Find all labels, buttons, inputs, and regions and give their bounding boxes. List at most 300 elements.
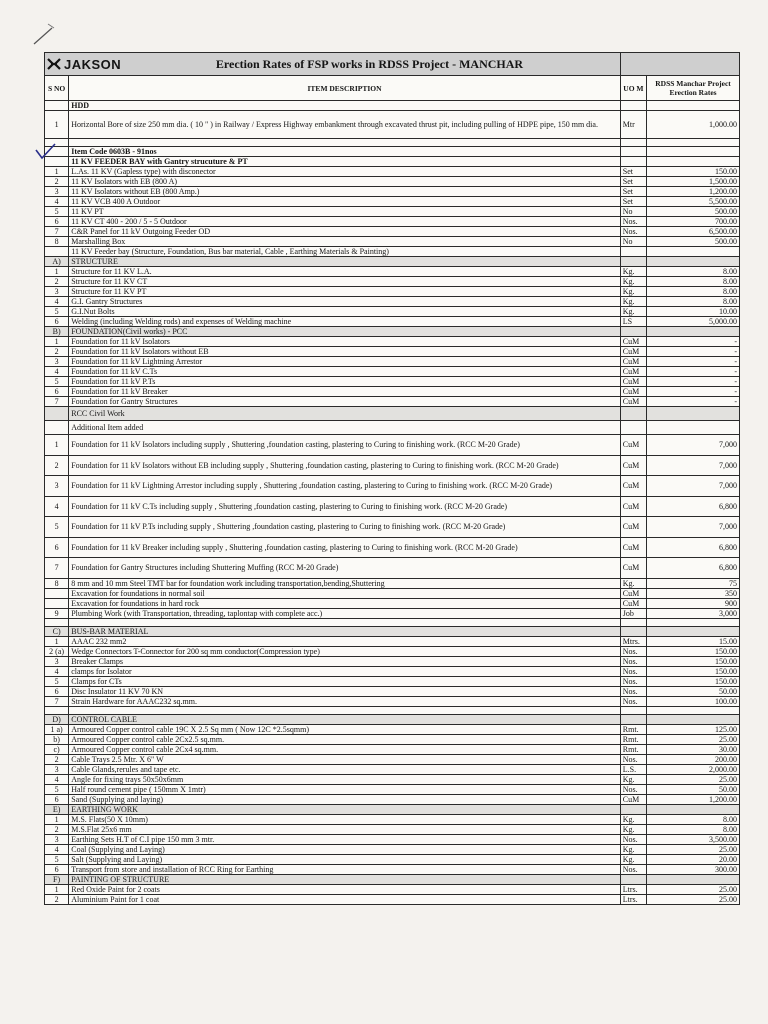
item-rate: 6,800 [647, 496, 740, 517]
item-uom: Nos. [620, 227, 646, 237]
control-item-row [45, 734, 740, 744]
item-rate: 125.00 [647, 724, 740, 734]
feeder-item-row [45, 217, 740, 227]
item-rate: - [647, 357, 740, 367]
rate-sheet-page [44, 52, 740, 905]
item-description: clamps for Isolator [69, 666, 621, 676]
item-sno: 3 [45, 476, 69, 497]
item-description: Disc Insulator 11 KV 70 KN [69, 686, 621, 696]
item-rate: 6,500.00 [647, 227, 740, 237]
sheet-title: Erection Rates of FSP works in RDSS Project - MANCHAR [215, 56, 524, 71]
additional-note-text: Additional Item added [69, 421, 621, 435]
erection-rates-table [44, 52, 740, 905]
item-uom: CuM [620, 598, 646, 608]
item-rate: 150.00 [647, 167, 740, 177]
item-sno: 7 [45, 696, 69, 706]
item-sno: 5 [45, 307, 69, 317]
item-uom: Kg. [620, 297, 646, 307]
section-title: FOUNDATION(Civil works) - PCC [69, 327, 621, 337]
item-description: Foundation for 11 kV Isolators without EB [69, 347, 621, 357]
item-rate: 1,500.00 [647, 177, 740, 187]
item-description: Sand (Supplying and laying) [69, 794, 621, 804]
item-uom: CuM [620, 476, 646, 497]
section-earthing [45, 804, 740, 814]
item-description: Foundation for 11 kV Isolators including supply , Shuttering ,foundation casting, plastering to Curing to finishing work. (RCC M-20 Grade) [69, 435, 621, 456]
item-uom: Nos. [620, 656, 646, 666]
item-description: 11 KV PT [69, 207, 621, 217]
item-rate: 150.00 [647, 656, 740, 666]
item-rate: 100.00 [647, 696, 740, 706]
item-rate: 15.00 [647, 636, 740, 646]
section-title: STRUCTURE [69, 257, 621, 267]
section-code: E) [45, 804, 69, 814]
control-item-row [45, 794, 740, 804]
foundation-item-row [45, 367, 740, 377]
feeder-item-row [45, 237, 740, 247]
item-sno: 2 [45, 455, 69, 476]
item-description: Foundation for 11 kV Lightning Arrestor [69, 357, 621, 367]
item-sno: 1 a) [45, 724, 69, 734]
section-title: EARTHING WORK [69, 804, 621, 814]
item-sno: 1 [45, 167, 69, 177]
item-description: Plumbing Work (with Transportation, threading, taplontap with complete acc.) [69, 608, 621, 618]
item-uom: CuM [620, 337, 646, 347]
item-sno: 2 [45, 824, 69, 834]
foundation-item-row [45, 347, 740, 357]
foundation-item-row [45, 337, 740, 347]
item-uom: Kg. [620, 844, 646, 854]
item-rate: 8.00 [647, 814, 740, 824]
item-description: G.I. Gantry Structures [69, 297, 621, 307]
item-description: 8 mm and 10 mm Steel TMT bar for foundation work including transportation,bending,Shuttering [69, 578, 621, 588]
foundation-item-row [45, 377, 740, 387]
item-uom: CuM [620, 588, 646, 598]
item-uom: Nos. [620, 864, 646, 874]
section-control [45, 714, 740, 724]
title-row [45, 53, 740, 76]
col-desc-header: ITEM DESCRIPTION [69, 76, 621, 101]
item-rate: 75 [647, 578, 740, 588]
item-rate: 7,000 [647, 517, 740, 538]
control-item-row [45, 744, 740, 754]
item-description: Transport from store and installation of RCC Ring for Earthing [69, 864, 621, 874]
section-painting [45, 874, 740, 884]
item-description: Structure for 11 KV L.A. [69, 267, 621, 277]
item-rate: 25.00 [647, 734, 740, 744]
item-uom: Kg. [620, 267, 646, 277]
item-rate: - [647, 397, 740, 407]
item-description: Foundation for 11 kV Breaker including supply , Shuttering ,foundation casting, plastering to Curing to finishing work. (RCC M-20 Grade) [69, 537, 621, 558]
structure-item-row [45, 297, 740, 307]
item-sno: 4 [45, 774, 69, 784]
item-rate: 1,200.00 [647, 187, 740, 197]
busbar-item-row [45, 676, 740, 686]
item-description: Cable Glands,rerules and tape etc. [69, 764, 621, 774]
item-description: Foundation for Gantry Structures [69, 397, 621, 407]
item-description: M.S.Flat 25x6 mm [69, 824, 621, 834]
item-rate: 700.00 [647, 217, 740, 227]
item-rate: - [647, 377, 740, 387]
steel-item-row [45, 608, 740, 618]
rcc-item-row [45, 558, 740, 579]
item-uom: CuM [620, 357, 646, 367]
logo-text: JAKSON [64, 56, 122, 72]
item-description: Angle for fixing trays 50x50x6mm [69, 774, 621, 784]
item-uom: CuM [620, 517, 646, 538]
item-description: Aluminium Paint for 1 coat [69, 894, 621, 904]
item-rate: - [647, 367, 740, 377]
control-item-row [45, 724, 740, 734]
control-item-row [45, 764, 740, 774]
item-rate: 10.00 [647, 307, 740, 317]
item-uom: CuM [620, 367, 646, 377]
steel-item-row [45, 588, 740, 598]
item-sno: 5 [45, 784, 69, 794]
hdd-label-row [45, 101, 740, 111]
item-sno: 9 [45, 608, 69, 618]
column-header-row [45, 76, 740, 101]
item-rate: 6,800 [647, 537, 740, 558]
item-rate: 50.00 [647, 686, 740, 696]
item-uom: No [620, 207, 646, 217]
earthing-item-row [45, 824, 740, 834]
item-rate: 5,500.00 [647, 197, 740, 207]
item-uom: Rmt. [620, 734, 646, 744]
item-uom: Kg. [620, 578, 646, 588]
item-sno: 4 [45, 197, 69, 207]
item-sno: 5 [45, 854, 69, 864]
item-description: 11 KV Isolators with EB (800 A) [69, 177, 621, 187]
item-code-row [45, 147, 740, 157]
item-sno: b) [45, 734, 69, 744]
item-uom: Job [620, 608, 646, 618]
section-code: F) [45, 874, 69, 884]
item-uom: Set [620, 187, 646, 197]
item-rate: 8.00 [647, 287, 740, 297]
item-sno: 6 [45, 317, 69, 327]
feeder-bay-note-text: 11 KV Feeder bay (Structure, Foundation, Bus bar material, Cable , Earthing Materials & Painting) [69, 247, 621, 257]
item-rate: - [647, 387, 740, 397]
item-description: Structure for 11 KV PT [69, 287, 621, 297]
item-description: Foundation for Gantry Structures including Shuttering Muffing (RCC M-20 Grade) [69, 558, 621, 579]
item-rate: 25.00 [647, 894, 740, 904]
item-rate: 25.00 [647, 774, 740, 784]
item-uom: Nos. [620, 696, 646, 706]
item-sno: 4 [45, 367, 69, 377]
item-rate: 300.00 [647, 864, 740, 874]
item-description: AAAC 232 mm2 [69, 636, 621, 646]
item-description: Marshalling Box [69, 237, 621, 247]
item-rate: 7,000 [647, 455, 740, 476]
item-sno: 1 [45, 435, 69, 456]
structure-item-row [45, 267, 740, 277]
item-sno: 7 [45, 227, 69, 237]
item-uom: Nos. [620, 217, 646, 227]
feeder-item-row [45, 167, 740, 177]
item-sno: 3 [45, 834, 69, 844]
item-uom: CuM [620, 377, 646, 387]
additional-note [45, 421, 740, 435]
item-uom: Kg. [620, 854, 646, 864]
item-uom: Kg. [620, 814, 646, 824]
item-rate: 150.00 [647, 666, 740, 676]
feeder-item-row [45, 187, 740, 197]
item-description: Half round cement pipe ( 150mm X 1mtr) [69, 784, 621, 794]
item-uom: CuM [620, 455, 646, 476]
section-foundation [45, 327, 740, 337]
item-uom: Ltrs. [620, 884, 646, 894]
item-description: Breaker Clamps [69, 656, 621, 666]
item-description: G.I.Nut Bolts [69, 307, 621, 317]
item-sno: 4 [45, 496, 69, 517]
control-item-row [45, 784, 740, 794]
item-uom: CuM [620, 397, 646, 407]
busbar-item-row [45, 636, 740, 646]
section-code: D) [45, 714, 69, 724]
item-sno: 8 [45, 237, 69, 247]
feeder-title: 11 KV FEEDER BAY with Gantry strucuture & PT [69, 157, 621, 167]
item-uom: Set [620, 167, 646, 177]
busbar-item-row [45, 666, 740, 676]
item-description: Foundation for 11 kV C.Ts [69, 367, 621, 377]
item-description: Foundation for 11 kV P.Ts including supply , Shuttering ,foundation casting, plastering to Curing to finishing work. (RCC M-20 Grade) [69, 517, 621, 538]
item-sno: 7 [45, 397, 69, 407]
item-uom: Nos. [620, 686, 646, 696]
control-item-row [45, 774, 740, 784]
item-uom: Nos. [620, 666, 646, 676]
earthing-item-row [45, 834, 740, 844]
item-description: Structure for 11 KV CT [69, 277, 621, 287]
item-sno: 1 [45, 267, 69, 277]
item-sno: 4 [45, 297, 69, 307]
item-rate: 8.00 [647, 267, 740, 277]
item-description: L.As. 11 KV (Gapless type) with disconector [69, 167, 621, 177]
item-sno [45, 588, 69, 598]
item-code: Item Code 0603B - 91nos [69, 147, 621, 157]
item-description: C&R Panel for 11 kV Outgoing Feeder OD [69, 227, 621, 237]
hdd-rate: 1,000.00 [647, 111, 740, 139]
spacer-row [45, 706, 740, 714]
item-uom: Set [620, 197, 646, 207]
item-rate: 7,000 [647, 476, 740, 497]
item-uom: Kg. [620, 774, 646, 784]
feeder-item-row [45, 197, 740, 207]
item-description: Cable Trays 2.5 Mtr. X 6" W [69, 754, 621, 764]
item-uom: Set [620, 177, 646, 187]
item-rate: 150.00 [647, 646, 740, 656]
item-sno: 2 (a) [45, 646, 69, 656]
item-sno: 6 [45, 686, 69, 696]
item-description: 11 KV VCB 400 A Outdoor [69, 197, 621, 207]
item-uom: Nos. [620, 676, 646, 686]
rcc-item-row [45, 496, 740, 517]
item-sno: 1 [45, 884, 69, 894]
item-uom: No [620, 237, 646, 247]
item-sno: 1 [45, 814, 69, 824]
item-rate: - [647, 337, 740, 347]
item-sno: 8 [45, 578, 69, 588]
section-busbar [45, 626, 740, 636]
item-sno: 6 [45, 794, 69, 804]
item-sno: 3 [45, 287, 69, 297]
item-rate: 3,000 [647, 608, 740, 618]
item-sno: 3 [45, 187, 69, 197]
structure-item-row [45, 287, 740, 297]
item-uom: Rmt. [620, 724, 646, 734]
rcc-item-row [45, 517, 740, 538]
item-uom: CuM [620, 794, 646, 804]
feeder-item-row [45, 177, 740, 187]
busbar-item-row [45, 696, 740, 706]
item-rate: 2,000.00 [647, 764, 740, 774]
item-sno: 2 [45, 754, 69, 764]
item-description: Welding (including Welding rods) and expenses of Welding machine [69, 317, 621, 327]
rcc-item-row [45, 455, 740, 476]
hdd-label: HDD [69, 101, 621, 111]
item-rate: 500.00 [647, 207, 740, 217]
foundation-item-row [45, 387, 740, 397]
painting-item-row [45, 884, 740, 894]
item-uom: Ltrs. [620, 894, 646, 904]
item-description: 11 KV Isolators without EB (800 Amp.) [69, 187, 621, 197]
item-sno: 6 [45, 537, 69, 558]
item-sno: 6 [45, 387, 69, 397]
item-uom: Nos. [620, 754, 646, 764]
item-sno: 2 [45, 177, 69, 187]
item-uom: CuM [620, 558, 646, 579]
item-rate: 30.00 [647, 744, 740, 754]
item-description: Earthing Sets H.T of C.I pipe 150 mm 3 mtr. [69, 834, 621, 844]
foundation-item-row [45, 357, 740, 367]
item-uom: Kg. [620, 824, 646, 834]
jakson-logo [47, 58, 121, 70]
control-item-row [45, 754, 740, 764]
section-title: PAINTING OF STRUCTURE [69, 874, 621, 884]
section-title: BUS-BAR MATERIAL [69, 626, 621, 636]
item-rate: 7,000 [647, 435, 740, 456]
item-description: Armoured Copper control cable 19C X 2.5 Sq mm ( Now 12C *2.5sqmm) [69, 724, 621, 734]
item-description: Wedge Connectors T-Connector for 200 sq mm conductor(Compression type) [69, 646, 621, 656]
item-description: Excavation for foundations in normal soil [69, 588, 621, 598]
item-description: Excavation for foundations in hard rock [69, 598, 621, 608]
hdd-desc: Horizontal Bore of size 250 mm dia. ( 10 " ) in Railway / Express Highway embankment through excavated thrust pit, including pulling of HDPE pipe, 150 mm dia. [69, 111, 621, 139]
spacer-row [45, 618, 740, 626]
col-sno-header: S NO [45, 76, 69, 101]
section-code: B) [45, 327, 69, 337]
item-sno [45, 598, 69, 608]
checkmark-icon [34, 142, 56, 160]
structure-item-row [45, 317, 740, 327]
busbar-item-row [45, 646, 740, 656]
item-rate: 900 [647, 598, 740, 608]
item-description: Clamps for CTs [69, 676, 621, 686]
item-uom: CuM [620, 537, 646, 558]
item-uom: Nos. [620, 784, 646, 794]
item-sno: 2 [45, 277, 69, 287]
item-sno: 5 [45, 377, 69, 387]
item-description: Salt (Supplying and Laying) [69, 854, 621, 864]
item-uom: Kg. [620, 307, 646, 317]
item-rate: 150.00 [647, 676, 740, 686]
busbar-item-row [45, 686, 740, 696]
item-description: 11 KV CT 400 - 200 / 5 - 5 Outdoor [69, 217, 621, 227]
item-uom: Nos. [620, 646, 646, 656]
structure-item-row [45, 277, 740, 287]
item-description: Foundation for 11 kV Lightning Arrestor including supply , Shuttering ,foundation casting, plastering to Curing to finishing work. (RCC M-20 Grade) [69, 476, 621, 497]
col-rate-header: RDSS Manchar Project Erection Rates [647, 76, 740, 101]
item-rate: 500.00 [647, 237, 740, 247]
item-uom: CuM [620, 496, 646, 517]
item-rate: 25.00 [647, 844, 740, 854]
item-sno: 4 [45, 844, 69, 854]
feeder-bay-note [45, 247, 740, 257]
hdd-sno: 1 [45, 111, 69, 139]
item-uom: L.S. [620, 764, 646, 774]
item-uom: Mtrs. [620, 636, 646, 646]
earthing-item-row [45, 844, 740, 854]
item-rate: 50.00 [647, 784, 740, 794]
item-sno: 6 [45, 864, 69, 874]
jakson-logo-icon [47, 58, 61, 70]
rcc-item-row [45, 476, 740, 497]
item-rate: 20.00 [647, 854, 740, 864]
item-uom: Rmt. [620, 744, 646, 754]
item-rate: 25.00 [647, 884, 740, 894]
item-sno: 5 [45, 517, 69, 538]
foundation-item-row [45, 397, 740, 407]
item-sno: 2 [45, 347, 69, 357]
item-uom: CuM [620, 347, 646, 357]
item-sno: 3 [45, 764, 69, 774]
item-uom: LS [620, 317, 646, 327]
item-rate: 6,800 [647, 558, 740, 579]
item-sno: 5 [45, 676, 69, 686]
item-sno: 5 [45, 207, 69, 217]
section-structure [45, 257, 740, 267]
earthing-item-row [45, 854, 740, 864]
section-title: CONTROL CABLE [69, 714, 621, 724]
col-uom-header: UO M [620, 76, 646, 101]
feeder-item-row [45, 227, 740, 237]
feeder-item-row [45, 207, 740, 217]
item-sno: 1 [45, 337, 69, 347]
item-rate: 8.00 [647, 824, 740, 834]
item-rate: 8.00 [647, 277, 740, 287]
item-rate: 3,500.00 [647, 834, 740, 844]
item-description: Foundation for 11 kV Breaker [69, 387, 621, 397]
item-sno: 2 [45, 894, 69, 904]
painting-item-row [45, 894, 740, 904]
item-rate: 8.00 [647, 297, 740, 307]
item-uom: Kg. [620, 277, 646, 287]
steel-item-row [45, 598, 740, 608]
rcc-item-row [45, 537, 740, 558]
item-uom: CuM [620, 435, 646, 456]
steel-item-row [45, 578, 740, 588]
item-uom: Nos. [620, 834, 646, 844]
feeder-title-row [45, 157, 740, 167]
hdd-uom: Mtr [620, 111, 646, 139]
item-description: Armoured Copper control cable 2Cx4 sq.mm. [69, 744, 621, 754]
rcc-title [45, 407, 740, 421]
item-rate: 200.00 [647, 754, 740, 764]
section-code: A) [45, 257, 69, 267]
item-rate: 1,200.00 [647, 794, 740, 804]
section-code: C) [45, 626, 69, 636]
hdd-item-row [45, 111, 740, 139]
item-description: Coal (Supplying and Laying) [69, 844, 621, 854]
rcc-title-text: RCC Civil Work [69, 407, 621, 421]
